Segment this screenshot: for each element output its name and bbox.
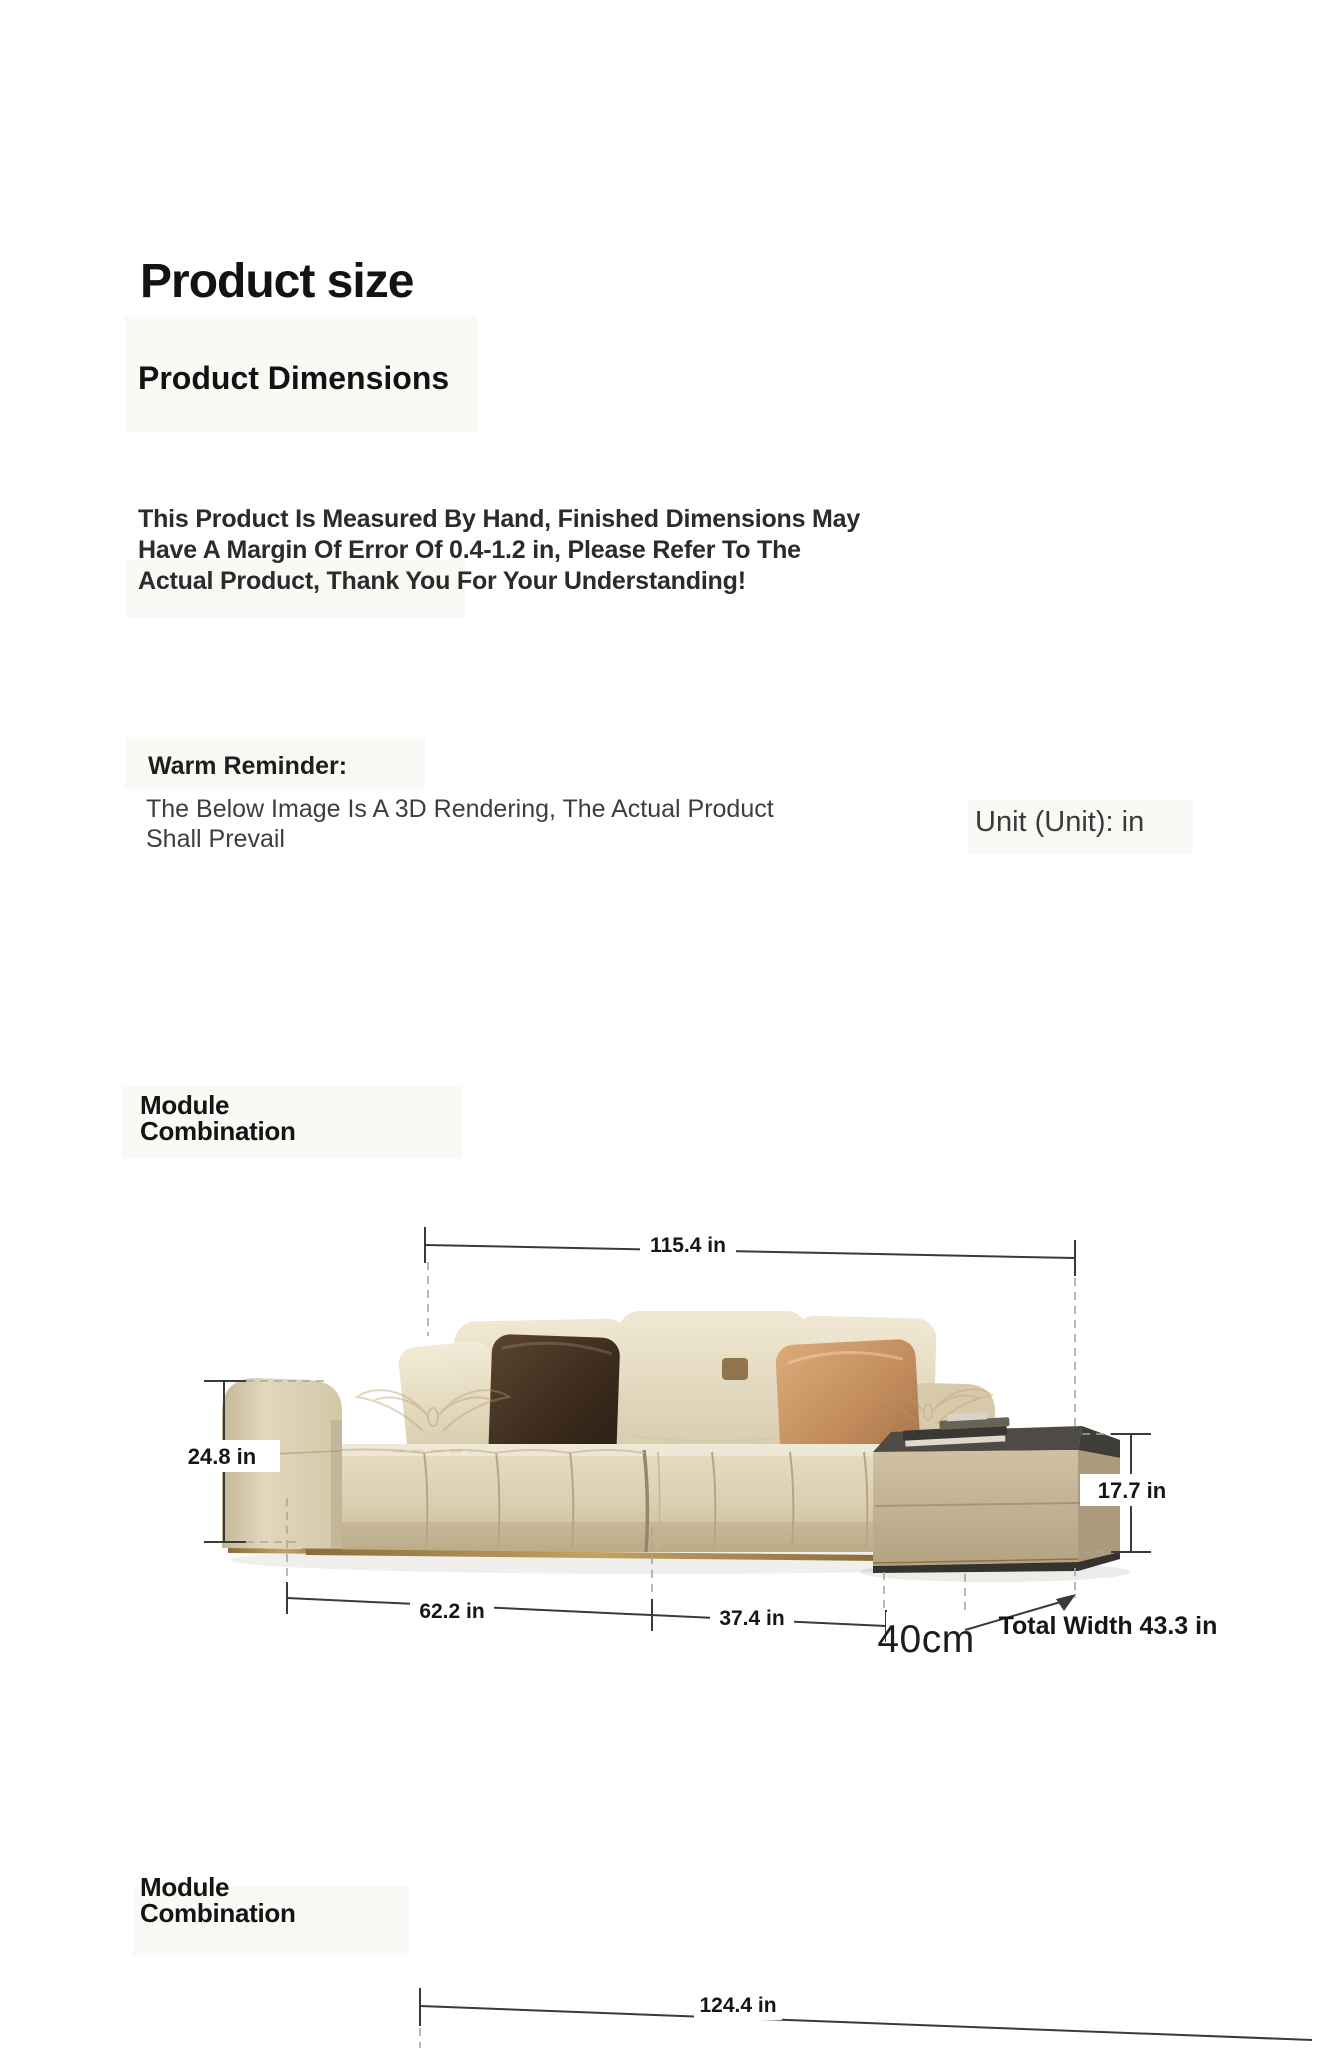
warm-reminder-label: Warm Reminder:	[148, 752, 348, 780]
module-combination-heading-1	[140, 1092, 296, 1144]
headrest-hinge	[722, 1358, 748, 1380]
leader-arrowhead	[1056, 1594, 1076, 1611]
dimension-total-length-2	[420, 1988, 1312, 2048]
warm-reminder-line: The Below Image Is A 3D Rendering, The Actual Product	[146, 795, 774, 823]
module-heading-line: Combination	[140, 1898, 296, 1928]
secondary-dimension-diagram	[0, 1955, 1322, 2048]
warm-reminder-line: Shall Prevail	[146, 825, 285, 853]
disclaimer-line: Actual Product, Thank You For Your Understanding!	[138, 567, 746, 595]
dimension-label-sofa-height: 24.8 in	[187, 1444, 257, 1469]
disclaimer-line: This Product Is Measured By Hand, Finished Dimensions May	[138, 505, 861, 533]
dimension-label-module1: 62.2 in	[419, 1600, 485, 1623]
dimension-label-total-length-2: 124.4 in	[699, 1994, 777, 2017]
dimension-label-total-length: 115.4 in	[650, 1234, 726, 1257]
page-title: Product size	[140, 255, 414, 308]
sofa-illustration	[222, 1311, 1120, 1573]
sofa-dimension-diagram	[0, 1180, 1322, 1680]
dimension-label-table-height: 17.7 in	[1097, 1478, 1167, 1503]
dimension-label-table-depth: 40cm	[877, 1618, 975, 1661]
warm-reminder-text	[146, 794, 774, 854]
disclaimer-line: Have A Margin Of Error Of 0.4-1.2 in, Please Refer To The	[138, 536, 801, 564]
table-front	[873, 1450, 1078, 1566]
dimension-label-module2: 37.4 in	[719, 1607, 785, 1630]
dimension-total-length	[425, 1227, 1075, 1276]
disclaimer-text	[138, 504, 860, 597]
dimension-label-total-width: Total Width 43.3 in	[998, 1612, 1218, 1640]
module-heading-line: Module	[140, 1872, 230, 1902]
dimension-bottom	[287, 1582, 1217, 1661]
module-heading-line: Combination	[140, 1116, 296, 1146]
section-heading: Product Dimensions	[138, 360, 450, 396]
module-heading-line: Module	[140, 1090, 230, 1120]
unit-note: Unit (Unit): in	[975, 806, 1145, 838]
module-combination-heading-2	[140, 1874, 296, 1926]
